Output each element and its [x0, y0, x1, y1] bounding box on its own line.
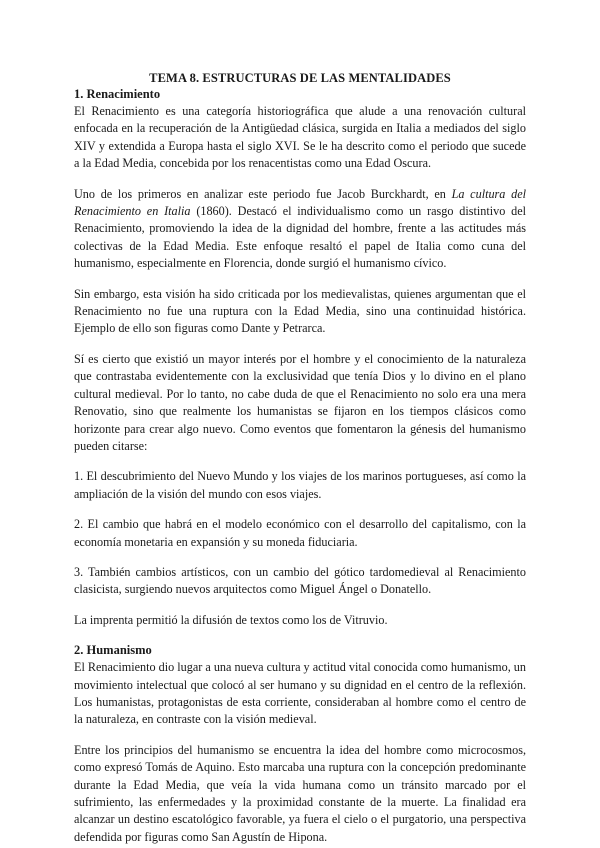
list-item: 3. También cambios artísticos, con un cambio del gótico tardomedieval al Renacimiento clasicista, surgiendo nuevos arquitectos como Miguel Ángel o Donatello.	[74, 564, 526, 597]
book-title: La cultura del Renacimiento en Italia	[74, 186, 526, 219]
paragraph-text: (1860). Destacó el individualismo como un rasgo distintivo del Renacimiento, promoviendo la idea de la dignidad del hombre, frente a las actitudes más colectivas de la Edad Media. Este enfoque resaltó el papel de Italia como cuna del humanismo, especialmente en Florencia, donde surgió el humanismo cívico.	[74, 204, 526, 271]
paragraph: La imprenta permitió la difusión de textos como los de Vitruvio.	[74, 612, 388, 627]
paragraph: El Renacimiento es una categoría historiográfica que alude a una renovación cultural enfocada en la recuperación de la Antigüedad clásica, surgida en Italia a mediados del siglo XIV y extendida a Europa hasta el siglo XVI. Se le ha descrito como el periodo que sucede a la Edad Media, concebida por los renacentistas como una Edad Oscura.	[74, 104, 526, 171]
section-heading-renacimiento: 1. Renacimiento	[74, 87, 161, 101]
list-item: 2. El cambio que habrá en el modelo económico con el desarrollo del capitalismo, con la economía monetaria en expansión y su moneda fiduciaria.	[74, 517, 526, 549]
section-heading-humanismo: 2. Humanismo	[74, 643, 152, 658]
paragraph: El Renacimiento dio lugar a una nueva cultura y actitud vital conocida como humanismo, un movimiento intelectual que colocó al ser humano y su dignidad en el centro de la reflexión. Los humanistas, protagonistas de esta corriente, consideraban al hombre como el centro de la naturaleza, en contraste con la visión medieval.	[74, 660, 526, 727]
list-item: 1. El descubrimiento del Nuevo Mundo y los viajes de los marinos portugueses, así como la ampliación de la visión del mundo con esos viajes.	[74, 469, 526, 501]
paragraph: Entre los principios del humanismo se encuentra la idea del hombre como microcosmos, como expresó Tomás de Aquino. Esto marcaba una ruptura con la concepción predominante durante la Edad Media, que veía la vida humana como un tránsito marcado por el sufrimiento, las enfermedades y la proximidad constante de la muerte. La finalidad era alcanzar un destino escatológico favorable, ya fuera el cielo o el purgatorio, una perspectiva defendida por figuras como San Agustín de Hipona.	[74, 742, 526, 844]
document-title: TEMA 8. ESTRUCTURAS DE LAS MENTALIDADES	[149, 71, 451, 85]
paragraph: Sí es cierto que existió un mayor interés por el hombre y el conocimiento de la naturaleza que contrastaba evidentemente con la exclusividad que tenía Dios y lo divino en el plano cultural medieval. Por lo tanto, no cabe duda de que el Renacimiento no solo era una mera Renovatio, sino que realmente los humanistas se fijaron en los tiempos clásicos como horizonte para crear algo nuevo. Como eventos que fomentaron la génesis del humanismo pueden citarse:	[74, 351, 526, 453]
paragraph: Sin embargo, esta visión ha sido criticada por los medievalistas, quienes argumentan que el Renacimiento no fue una ruptura con la Edad Media, sino una continuidad histórica. Ejemplo de ello son figuras como Dante y Petrarca.	[74, 286, 526, 336]
paragraph-text: Uno de los primeros en analizar este periodo fue Jacob Burckhardt, en	[74, 186, 452, 201]
paragraph-burckhardt	[74, 186, 526, 273]
